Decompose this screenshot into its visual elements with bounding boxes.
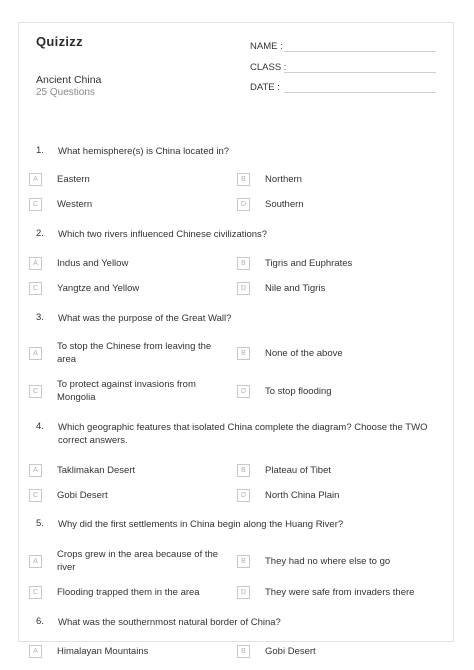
- date-label: DATE :: [250, 82, 280, 93]
- question-number: 1.: [36, 145, 44, 156]
- option-letter-box: D: [237, 198, 250, 211]
- worksheet-header: [18, 22, 454, 112]
- option-text: Flooding trapped them in the area: [57, 587, 200, 598]
- option-text: Eastern: [57, 174, 90, 185]
- option-text: Crops grew in the area because of the river: [57, 549, 219, 573]
- option-text: Gobi Desert: [265, 646, 316, 657]
- option-letter-box: B: [237, 555, 250, 568]
- question-number: 3.: [36, 312, 44, 323]
- option-text: Gobi Desert: [57, 490, 108, 501]
- option-text: To stop the Chinese from leaving the area: [57, 341, 212, 365]
- option-text: To stop flooding: [265, 386, 332, 397]
- option-letter-box: A: [29, 257, 42, 270]
- option-text: North China Plain: [265, 490, 340, 501]
- question-text: What was the purpose of the Great Wall?: [58, 313, 232, 324]
- option-text: None of the above: [265, 348, 343, 359]
- option-letter-box: B: [237, 173, 250, 186]
- option-letter-box: A: [29, 464, 42, 477]
- option-text: Nile and Tigris: [265, 283, 326, 294]
- name-field[interactable]: [250, 41, 283, 52]
- option-text: Indus and Yellow: [57, 258, 129, 269]
- option-text: They had no where else to go: [265, 556, 391, 567]
- option-letter-box: B: [237, 645, 250, 658]
- option-text: Yangtze and Yellow: [57, 283, 140, 294]
- question-number: 2.: [36, 228, 44, 239]
- option-letter-box: A: [29, 173, 42, 186]
- option-letter-box: B: [237, 464, 250, 477]
- question-text: Which two rivers influenced Chinese civilizations?: [58, 229, 268, 240]
- option-text: Tigris and Euphrates: [265, 258, 353, 269]
- question-text: Which geographic features that isolated China complete the diagram? Choose the TWO correct answers.: [58, 422, 428, 446]
- option-letter-box: C: [29, 282, 42, 295]
- question-number: 4.: [36, 421, 44, 432]
- option-letter-box: D: [237, 586, 250, 599]
- question-text: Why did the first settlements in China begin along the Huang River?: [58, 519, 344, 530]
- option-letter-box: A: [29, 645, 42, 658]
- class-label: CLASS :: [250, 62, 287, 73]
- option-text: Western: [57, 199, 93, 210]
- worksheet-title: Ancient China: [36, 74, 102, 86]
- option-letter-box: A: [29, 555, 42, 568]
- option-text: Plateau of Tibet: [265, 465, 332, 476]
- option-letter-box: D: [237, 385, 250, 398]
- class-field[interactable]: [250, 62, 286, 73]
- option-text: They were safe from invaders there: [265, 587, 415, 598]
- class-line: [284, 72, 436, 73]
- option-text: To protect against invasions from Mongolia: [57, 379, 196, 403]
- question-text: What was the southernmost natural border of China?: [58, 617, 281, 628]
- option-letter-box: A: [29, 347, 42, 360]
- option-letter-box: C: [29, 586, 42, 599]
- question-text: What hemisphere(s) is China located in?: [58, 146, 230, 157]
- question-count: 25 Questions: [36, 87, 95, 98]
- option-letter-box: B: [237, 257, 250, 270]
- option-letter-box: C: [29, 385, 42, 398]
- date-line: [284, 92, 436, 93]
- question-number: 6.: [36, 616, 44, 627]
- date-field[interactable]: [250, 82, 280, 93]
- option-letter-box: D: [237, 282, 250, 295]
- option-letter-box: B: [237, 347, 250, 360]
- option-text: Taklimakan Desert: [57, 465, 136, 476]
- question-number: 5.: [36, 518, 44, 529]
- quizizz-logo: Quizizz: [36, 34, 83, 49]
- option-text: Himalayan Mountains: [57, 646, 149, 657]
- option-text: Northern: [265, 174, 302, 185]
- option-letter-box: C: [29, 198, 42, 211]
- option-letter-box: C: [29, 489, 42, 502]
- option-text: Southern: [265, 199, 304, 210]
- name-label: NAME :: [250, 41, 283, 52]
- name-line: [284, 51, 436, 52]
- option-letter-box: D: [237, 489, 250, 502]
